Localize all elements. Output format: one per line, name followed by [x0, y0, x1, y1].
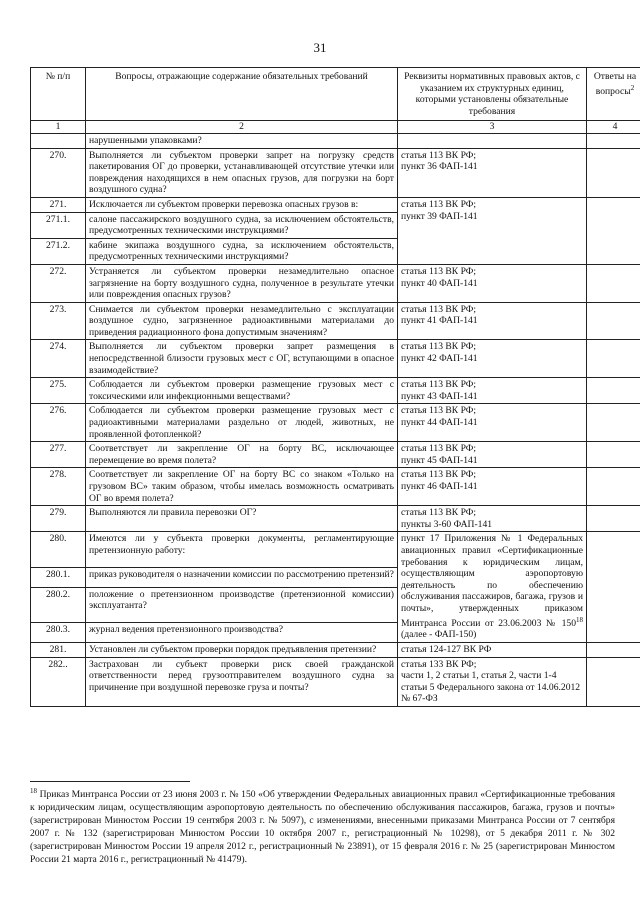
row-number: 277.: [31, 442, 86, 468]
row-number: 271.2.: [31, 238, 86, 264]
table-row: [31, 404, 640, 442]
footnote-ref: 18: [576, 615, 583, 624]
row-requisites: статья 113 ВК РФ; пункт 36 ФАП-141: [398, 148, 587, 197]
row-requisites: статья 113 ВК РФ; пункт 42 ФАП-141: [398, 340, 587, 378]
row-question: нарушенными упаковками?: [86, 133, 398, 148]
column-numbers-row: [31, 121, 640, 134]
footnote-separator: [30, 781, 190, 782]
table-row: [31, 642, 640, 657]
row-requisites: статья 113 ВК РФ; пункт 46 ФАП-141: [398, 468, 587, 506]
row-answer: [587, 468, 640, 506]
footnote-text: Приказ Минтранса России от 23 июня 2003 г. № 150 «Об утверждении Федеральных авиационных правил «Сертификационные требования к юридическим лицам, осуществляющим аэропортовую деятельность по обеспечению обслуживания пассажиров, багажа, грузов и почты» (зарегистрирован Минюстом России 19 сентября 2003 г. № 5097), с изменениями, внесенными приказами Минтранса России от 7 сентября 2007 г. № 132 (зарегистрирован Минюстом России 10 октября 2007 г., регистрационный № 10298), от 5 декабря 2011 г. № 302 (зарегистрирован Минюстом России 19 апреля 2012 г., регистрационный № 23891), от 15 февраля 2016 г. № 25 (зарегистрирован Минюстом России 21 марта 2016 г., регистрационный № 41479).: [30, 789, 615, 866]
col-number-1: 1: [31, 121, 86, 134]
row-answer: [587, 642, 640, 657]
row-requisites: статья 113 ВК РФ; пункт 39 ФАП-141: [398, 197, 587, 264]
row-question: приказ руководителя о назначении комиссии по рассмотрению претензий?: [86, 567, 398, 587]
row-answer: [587, 378, 640, 404]
row-question: Соблюдается ли субъектом проверки размещение грузовых мест с радиоактивными материалами раздельно от людей, животных, не проявленной фотопленкой?: [86, 404, 398, 442]
row-requisites: [398, 532, 587, 643]
footnote-marker: 18: [30, 787, 37, 795]
col-number-2: 2: [86, 121, 398, 134]
row-number: 278.: [31, 468, 86, 506]
row-answer: [587, 506, 640, 532]
row-requisites: статья 124-127 ВК РФ: [398, 642, 587, 657]
table-row: [31, 657, 640, 706]
table-row: [31, 532, 640, 567]
row-number: 276.: [31, 404, 86, 442]
requisites-tail: (далее - ФАП-150): [401, 629, 477, 641]
table-row: [31, 340, 640, 378]
table-row: [31, 264, 640, 302]
header-answers-sup: 2: [630, 83, 635, 92]
table-row: [31, 468, 640, 506]
row-question: Исключается ли субъектом проверки перевозка опасных грузов в:: [86, 197, 398, 212]
table-row: [31, 133, 640, 148]
row-requisites: статья 113 ВК РФ; пункт 43 ФАП-141: [398, 378, 587, 404]
row-number: 270.: [31, 148, 86, 197]
requisites-text: пункт 17 Приложения № 1 Федеральных авиационных правил «Сертификационные требования к юридическим лицам, осуществляющим аэропортовую деятельность по обеспечению обслуживания пассажиров, багажа, грузов и почты», утвержденных приказом Минтранса России от 23.06.2003 № 150: [401, 533, 583, 629]
row-answer: [587, 657, 640, 706]
col-number-4: 4: [587, 121, 640, 134]
row-question: Соответствует ли закрепление ОГ на борту ВС со знаком «Только на грузовом ВС» таким образом, чтобы имелась возможность осматривать ОГ во время полета?: [86, 468, 398, 506]
requirements-table: [30, 67, 640, 707]
row-question: положение о претензионном производстве (претензионной комиссии) эксплуатанта?: [86, 587, 398, 622]
table-row: [31, 148, 640, 197]
row-question: салоне пассажирского воздушного судна, за исключением обстоятельств, предусмотренных техническими инструкциями?: [86, 212, 398, 238]
row-number: 274.: [31, 340, 86, 378]
row-number: 273.: [31, 302, 86, 340]
table-row: [31, 506, 640, 532]
row-requisites: [398, 133, 587, 148]
table-row: [31, 302, 640, 340]
row-answer: [587, 148, 640, 197]
header-question: Вопросы, отражающие содержание обязательных требований: [86, 68, 398, 121]
row-question: журнал ведения претензионного производства?: [86, 623, 398, 643]
row-requisites: статья 113 ВК РФ; пункт 44 ФАП-141: [398, 404, 587, 442]
row-answer: [587, 442, 640, 468]
row-question: Установлен ли субъектом проверки порядок предъявления претензии?: [86, 642, 398, 657]
header-requisites: Реквизиты нормативных правовых актов, с указанием их структурных единиц, которыми установлены обязательные требования: [398, 68, 587, 121]
row-requisites: статья 113 ВК РФ; пункт 45 ФАП-141: [398, 442, 587, 468]
row-number: [31, 133, 86, 148]
page-number: 31: [313, 40, 327, 55]
row-answer: [587, 302, 640, 340]
row-question: Выполняется ли субъектом проверки запрет размещения в непосредственной близости грузовых мест с ОГ, вступающими в опасное взаимодействие?: [86, 340, 398, 378]
row-number: 272.: [31, 264, 86, 302]
header-answers: [587, 68, 640, 121]
row-number: 275.: [31, 378, 86, 404]
row-question: Выполняется ли субъектом проверки запрет на погрузку средств пакетирования ОГ до проверки, устанавливающей отсутствие утечки или повреждения находящихся в нем опасных грузов, для погрузки на борт воздушного судна?: [86, 148, 398, 197]
row-answer: [587, 340, 640, 378]
row-requisites: статья 113 ВК РФ; пункты 3-60 ФАП-141: [398, 506, 587, 532]
table-header-row: [31, 68, 640, 121]
row-number: 280.: [31, 532, 86, 567]
row-requisites: статья 133 ВК РФ; части 1, 2 статьи 1, статья 2, части 1-4 статьи 5 Федерального закона от 14.06.2012 № 67-ФЗ: [398, 657, 587, 706]
row-question: Снимается ли субъектом проверки незамедлительно с эксплуатации воздушное судно, загрязненное радиоактивными материалами до приведения радиационного фона допустимым значениям?: [86, 302, 398, 340]
row-question: Застрахован ли субъект проверки риск своей гражданской ответственности перед грузоотправителем воздушного судна за причинение при воздушной перевозке груза и почты?: [86, 657, 398, 706]
row-number: 280.1.: [31, 567, 86, 587]
row-answer: [587, 532, 640, 643]
table-row: [31, 378, 640, 404]
col-number-3: 3: [398, 121, 587, 134]
table-row: [31, 197, 640, 212]
row-number: 271.1.: [31, 212, 86, 238]
header-answers-text: Ответы на вопросы: [593, 71, 637, 97]
row-question: Устраняется ли субъектом проверки незамедлительно опасное загрязнение на борту воздушного судна, полученное в результате утечки или повреждения опасных грузов?: [86, 264, 398, 302]
table-row: [31, 442, 640, 468]
row-requisites: статья 113 ВК РФ; пункт 41 ФАП-141: [398, 302, 587, 340]
row-number: 282..: [31, 657, 86, 706]
row-question: Имеются ли у субъекта проверки документы, регламентирующие претензионную работу:: [86, 532, 398, 567]
row-number: 279.: [31, 506, 86, 532]
row-answer: [587, 133, 640, 148]
row-number: 280.3.: [31, 623, 86, 643]
row-answer: [587, 197, 640, 264]
row-question: Выполняются ли правила перевозки ОГ?: [86, 506, 398, 532]
row-question: Соблюдается ли субъектом проверки размещение грузовых мест с токсическими или инфекционными веществами?: [86, 378, 398, 404]
row-number: 281.: [31, 642, 86, 657]
header-num: № п/п: [31, 68, 86, 121]
row-number: 280.2.: [31, 587, 86, 622]
footnote: [30, 785, 615, 866]
row-requisites: статья 113 ВК РФ; пункт 40 ФАП-141: [398, 264, 587, 302]
row-question: Соответствует ли закрепление ОГ на борту ВС, исключающее перемещение во время полета?: [86, 442, 398, 468]
row-answer: [587, 264, 640, 302]
row-number: 271.: [31, 197, 86, 212]
row-answer: [587, 404, 640, 442]
table-body: [31, 121, 640, 707]
row-question: кабине экипажа воздушного судна, за исключением обстоятельств, предусмотренных техническими инструкциями?: [86, 238, 398, 264]
